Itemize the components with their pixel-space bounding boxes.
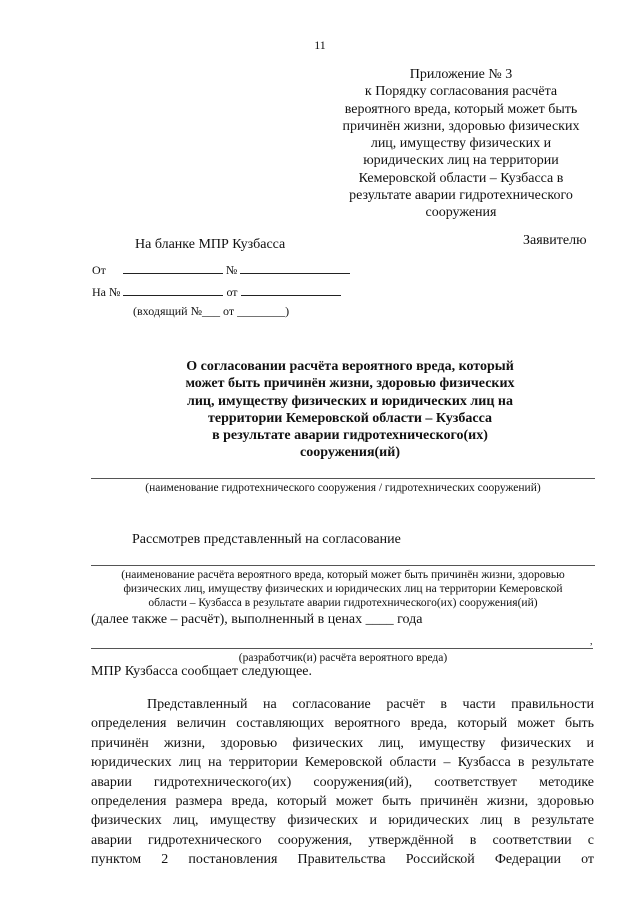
paragraph-line: юридических лиц на территории Кемеровской области – Кузбасса в результате — [91, 755, 594, 771]
subject-line: О согласовании расчёта вероятного вреда, который — [186, 359, 514, 374]
number-sign: № — [225, 263, 238, 277]
calc-caption-line: физических лиц, имуществу физических и юридических лиц на территории Кемеровской — [123, 583, 563, 595]
appendix-line: вероятного вреда, который может быть — [344, 101, 578, 117]
paragraph-line: определения величин составляющих вероятного вреда, который может быть — [91, 716, 594, 732]
developer-caption: (разработчик(и) расчёта вероятного вреда) — [238, 652, 448, 664]
ref-date-field[interactable] — [241, 284, 341, 296]
incoming-note: (входящий №___ от ________) — [133, 304, 290, 318]
ref-label: На № — [92, 285, 121, 299]
paragraph-line: пунктом 2 постановления Правительства Российской Федерации от — [91, 852, 594, 868]
reviewed-text: Рассмотрев представленный на согласование — [132, 532, 401, 547]
appendix-line: к Порядку согласования расчёта — [364, 84, 558, 100]
ref-number-field[interactable] — [123, 284, 223, 296]
from-row — [92, 262, 350, 278]
calc-caption-line: области – Кузбасса в результате аварии гидротехнического(их) сооружения(ий) — [148, 597, 538, 609]
appendix-line: лиц, имуществу физических и — [370, 136, 552, 152]
structure-caption: (наименование гидротехнического сооружения / гидротехнических сооружений) — [145, 482, 541, 494]
appendix-line: юридических лиц на территории — [363, 153, 559, 169]
reports-line: МПР Кузбасса сообщает следующее. — [91, 664, 312, 679]
from-label: От — [92, 263, 106, 277]
body-paragraph — [91, 695, 594, 870]
developer-line[interactable] — [91, 648, 593, 649]
structure-name-line[interactable] — [91, 478, 595, 479]
calc-name-line[interactable] — [91, 565, 595, 566]
from-number-field[interactable] — [240, 262, 350, 274]
calc-caption — [91, 568, 595, 610]
subject-line: сооружения(ий) — [300, 445, 400, 461]
addressee: Заявителю — [523, 233, 587, 248]
calc-caption-line: (наименование расчёта вероятного вреда, который может быть причинён жизни, здоровью — [121, 569, 565, 581]
paragraph-line: причинён жизни, здоровью физических лиц, имуществу физических и — [91, 735, 594, 751]
page-number: 11 — [314, 38, 326, 52]
ref-row — [92, 284, 341, 300]
subject-heading — [150, 358, 550, 462]
ref-from-label: от — [226, 285, 238, 299]
subject-line: может быть причинён жизни, здоровью физических — [185, 376, 515, 392]
appendix-line: сооружения — [425, 205, 497, 221]
from-date-field[interactable] — [123, 262, 223, 274]
paragraph-line: Представленный на согласование расчёт в части правильности — [147, 697, 594, 712]
paragraph-line: физических лиц, имуществу физических и юридических лиц в результате — [91, 813, 594, 829]
paragraph-line: определения размера вреда, который может быть причинён жизни, здоровью — [91, 794, 594, 810]
appendix-line: причинён жизни, здоровью физических — [342, 118, 580, 134]
prices-line: (далее также – расчёт), выполненный в ценах ____ года — [91, 612, 423, 627]
subject-line: лиц, имуществу физических и юридических лиц на — [187, 393, 513, 409]
subject-line: в результате аварии гидротехнического(их) — [212, 428, 488, 444]
appendix-header — [300, 66, 622, 222]
paragraph-line: аварии гидротехнического сооружения, утверждённой в соответствии с — [91, 832, 594, 848]
subject-line: территории Кемеровской области – Кузбасса — [208, 410, 492, 426]
appendix-line: Приложение № 3 — [409, 67, 513, 82]
appendix-line: Кемеровской области – Кузбасса в — [358, 170, 564, 186]
appendix-line: результате аварии гидротехнического — [349, 188, 573, 204]
comma-mark: , — [590, 636, 593, 647]
paragraph-line: аварии гидротехнического(их) сооружения(ий), соответствует методике — [91, 774, 594, 790]
letterhead-note: На бланке МПР Кузбасса — [135, 237, 286, 252]
